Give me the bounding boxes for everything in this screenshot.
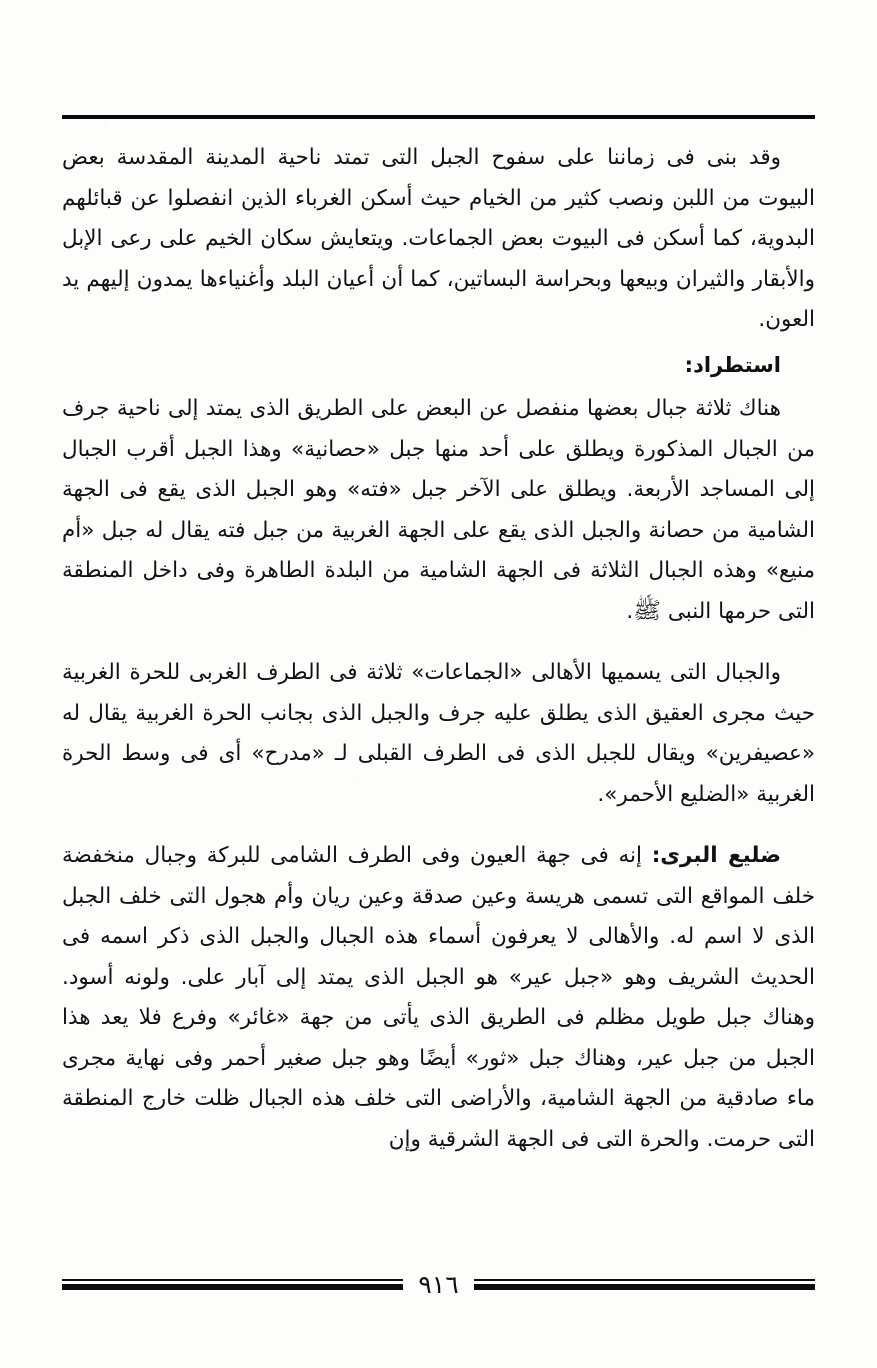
section-heading-istitrad: استطراد: (684, 352, 781, 377)
footer-rule-left-thick (62, 1284, 403, 1290)
header-rule (62, 115, 815, 119)
footer-rule-left (62, 1279, 403, 1290)
paragraph-4-lead-in: ضليع البرى: (651, 843, 781, 868)
footer-rule-right-thick (474, 1284, 815, 1290)
page-footer (62, 1269, 815, 1299)
footer-rule-left-thin (62, 1279, 403, 1281)
paragraph-1: وقد بنى فى زماننا على سفوح الجبل التى تمتد ناحية المدينة المقدسة بعض البيوت من اللبن ونصب كثير من الخيام حيث أسكن الغرباء الذين انفصلوا عن قبائلهم البدوية، كما أسكن فى البيوت بعض الجماعات. ويتعايش سكان الخيم على رعى الإبل والأبقار والثيران وبيعها وبحراسة البساتين، كما أن أعيان البلد وأغنياءها يمدون إليهم يد العون. (62, 145, 815, 332)
page-content-column (62, 0, 815, 1368)
paragraph-spacer-2 (62, 819, 815, 836)
page-number: ٩١٦ (418, 1269, 459, 1299)
paragraph-4 (62, 836, 815, 1160)
body-text-block (62, 138, 815, 1164)
paragraph-3: والجبال التى يسميها الأهالى «الجماعات» ثلاثة فى الطرف الغربى للحرة الغربية حيث مجرى العقيق الذى يطلق عليه جرف والجبل الذى بجانب الحرة الغربية يقال له «عصيفرين» ويقال للجبل الذى فى الطرف القبلى لـ «مدرح» أى فى وسط الحرة الغربية «الضليع الأحمر». (62, 660, 815, 807)
footer-rule-right (474, 1279, 815, 1290)
paragraph-spacer-1 (62, 636, 815, 653)
footer-rule-right-thin (474, 1279, 815, 1281)
honorific-sallallahu-glyph: ﷺ (633, 597, 661, 624)
paragraph-4-body: إنه فى جهة العيون وفى الطرف الشامى للبركة وجبال منخفضة خلف المواقع التى تسمى هريسة وعين صدقة وعين ريان وأم هجول التى خلف الجبل الذى لا اسم له. والأهالى لا يعرفون أسماء هذه الجبال والجبل الذى ذكر اسمه فى الحديث الشريف وهو «جبل عير» هو الجبل الذى يمتد إلى آبار على. ولونه أسود. وهناك جبل طويل مظلم فى الطريق الذى يأتى من جهة «غائر» وفرع فلا يعد هذا الجبل من جبل عير، وهناك جبل «ثور» أيضًا وهو جبل صغير أحمر وفى نهاية مجرى ماء صادقية من الجهة الشامية، والأراضى التى خلف هذه الجبال ظلت خارج المنطقة التى حرمت. والحرة التى فى الجهة الشرقية وإن (62, 843, 815, 1152)
paragraph-2-tail: . (626, 598, 634, 624)
paragraph-2-text: هناك ثلاثة جبال بعضها منفصل عن البعض على الطريق الذى يمتد إلى ناحية جرف من الجبال المذكورة ويطلق على أحد منها جبل «حصانية» وهذا الجبل أقرب الجبال إلى المساجد الأربعة. ويطلق على الآخر جبل «فته» وهو الجبل الذى يقع فى الجهة الشامية من حصانة والجبل الذى يقع على الجهة الغربية من جبل فته يقال له جبل «أم منيع» وهذه الجبال الثلاثة فى الجهة الشامية من البلدة الطاهرة وفى داخل المنطقة التى حرمها النبى (62, 396, 815, 624)
paragraph-2 (62, 389, 815, 632)
